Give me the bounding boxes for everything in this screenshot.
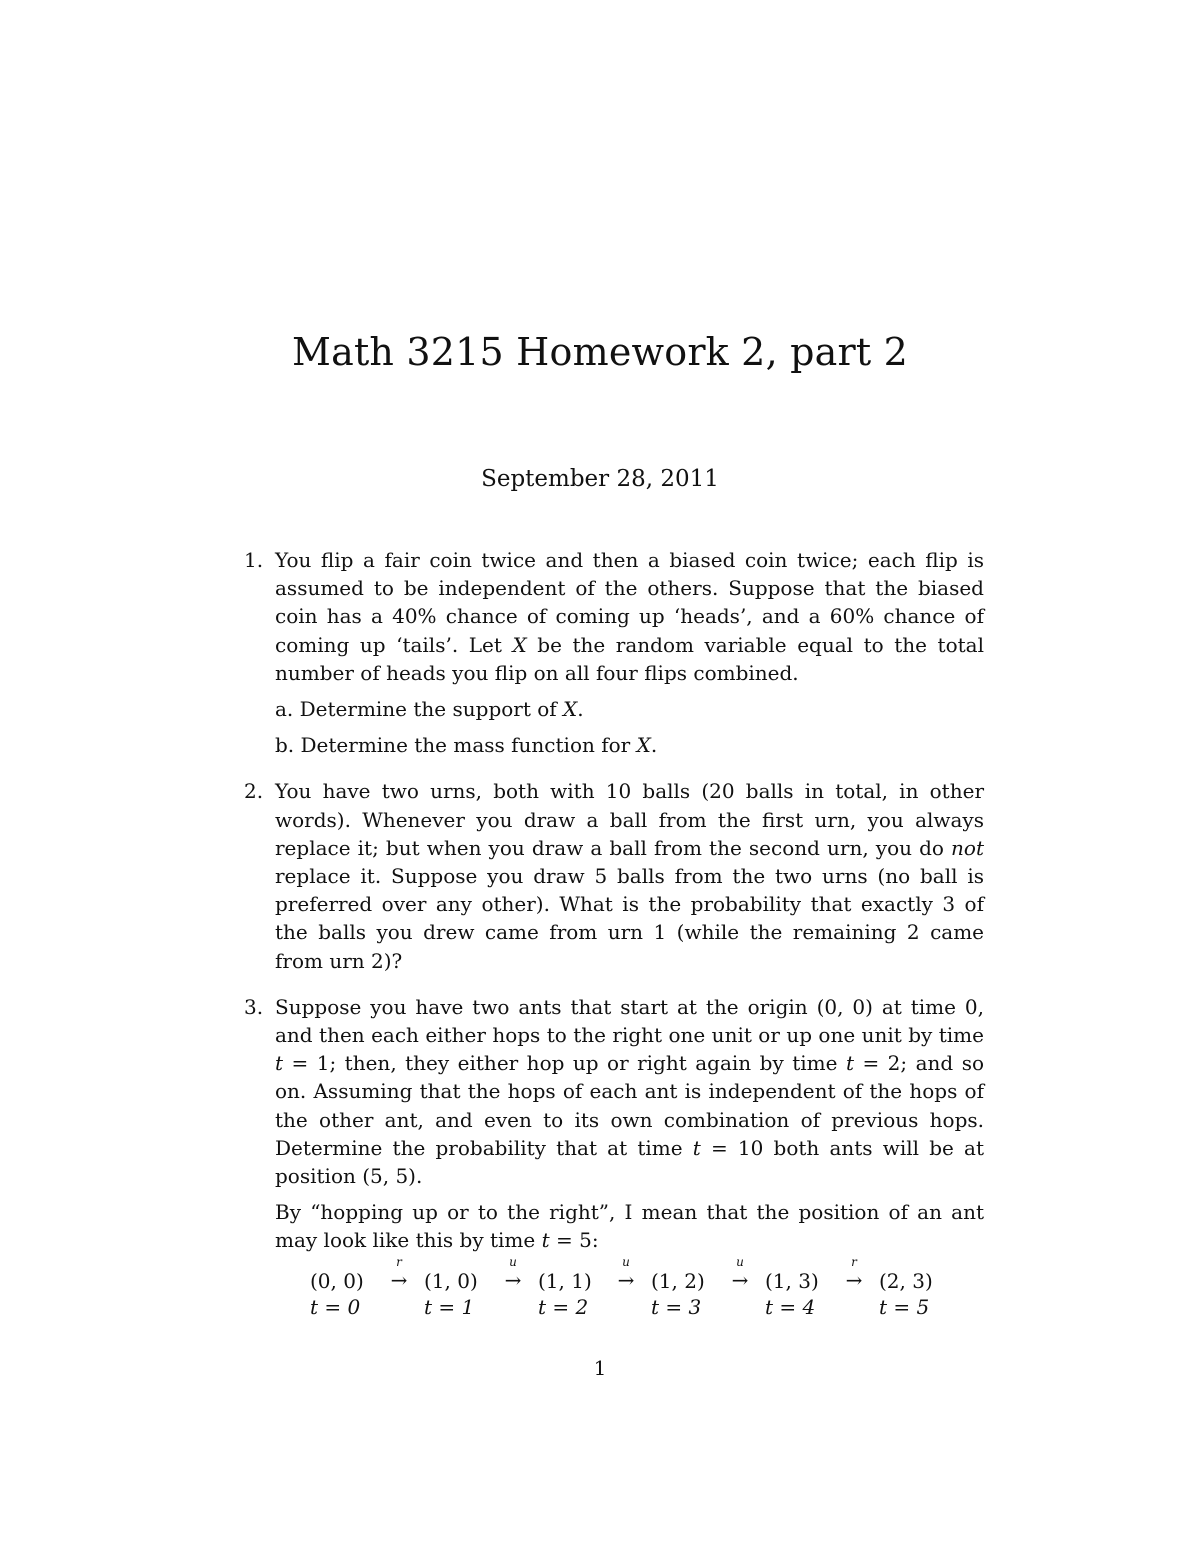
problem-number: 1.: [244, 548, 264, 572]
problem-text: You have two urns, both with 10 balls (20 balls in total, in other words). Whenever you draw a ball from the first urn, you always replace it; but when you draw a ball from the second urn, you do not replace it. Suppose you draw 5 balls from the two urns (no ball is preferred over any other). What is the probability that exactly 3 of the balls you drew came from urn 1 (while the remaining 2 came from urn 2)?: [275, 779, 984, 973]
chain-step: [651, 1268, 731, 1320]
arrow-icon: →: [504, 1268, 522, 1292]
chain-arrow: [839, 1256, 869, 1292]
problem-text: Suppose you have two ants that start at the origin (0, 0) at time 0, and then each either hops to the right one unit or up one unit by time t = 1; then, they either hop up or right again by time t = 2; and so on. Assuming that the hops of each ant is independent of the hops of the other ant, and even to its own combination of previous hops. Determine the probability that at time t = 10 both ants will be at position (5, 5).: [275, 994, 984, 1189]
chain-step: [310, 1268, 390, 1320]
math-variable: X: [512, 632, 527, 657]
chain-time: t = 2: [538, 1295, 589, 1319]
chain-position: (1, 3): [765, 1269, 819, 1293]
chain-time: t = 3: [651, 1295, 702, 1319]
problem-1: [244, 546, 984, 759]
math-variable: X: [563, 697, 578, 722]
problem-explanation: By “hopping up or to the right”, I mean that the position of an ant may look like this by time t = 5:: [275, 1200, 984, 1253]
math-variable: t: [275, 1051, 284, 1076]
chain-time: t = 4: [765, 1295, 816, 1319]
problem-number: 2.: [244, 779, 264, 804]
arrow-icon: →: [390, 1268, 408, 1292]
chain-position: (1, 2): [651, 1269, 705, 1293]
math-variable: t: [541, 1228, 550, 1253]
chain-position: (2, 3): [879, 1269, 933, 1293]
chain-step: [538, 1268, 618, 1320]
chain-step: [424, 1268, 504, 1320]
chain-time: t = 5: [879, 1295, 930, 1319]
arrow-label: u: [736, 1255, 744, 1269]
math-variable: t: [692, 1135, 701, 1160]
arrow-label: u: [622, 1255, 630, 1269]
subpart-a: a. Determine the support of X.: [275, 697, 584, 722]
arrow-icon: →: [845, 1268, 863, 1292]
document-date: September 28, 2011: [481, 466, 719, 492]
arrow-icon: →: [617, 1268, 635, 1292]
chain-arrow: [611, 1256, 641, 1292]
problem-text: You flip a fair coin twice and then a biased coin twice; each flip is assumed to be independent of the others. Suppose that the biased coin has a 40% chance of coming up ‘heads’, and a 60% chance of coming up ‘tails’. Let X be the random variable equal to the total number of heads you flip on all four flips combined.: [275, 548, 984, 685]
chain-arrow: [725, 1256, 755, 1292]
arrow-label: r: [851, 1255, 857, 1269]
arrow-label: u: [509, 1255, 517, 1269]
math-variable: t: [845, 1051, 854, 1076]
page-number: 1: [593, 1356, 607, 1380]
arrow-icon: →: [731, 1268, 749, 1292]
chain-arrow: [384, 1256, 414, 1292]
document-title: Math 3215 Homework 2, part 2: [292, 330, 908, 374]
chain-step: [879, 1268, 959, 1320]
problem-2: [244, 777, 984, 974]
math-variable: X: [636, 733, 651, 758]
chain-position: (1, 1): [538, 1269, 592, 1293]
chain-time: t = 0: [310, 1295, 361, 1319]
chain-step: [765, 1268, 845, 1320]
problem-number: 3.: [244, 994, 264, 1019]
arrow-label: r: [396, 1255, 402, 1269]
chain-position: (0, 0): [310, 1269, 364, 1293]
chain-position: (1, 0): [424, 1269, 478, 1293]
emphasis-text: not: [951, 835, 984, 860]
subpart-b: b. Determine the mass function for X.: [275, 733, 658, 758]
chain-arrow: [498, 1256, 528, 1292]
chain-time: t = 1: [424, 1295, 475, 1319]
problem-3: [244, 993, 984, 1255]
problem-list: [244, 546, 984, 1273]
